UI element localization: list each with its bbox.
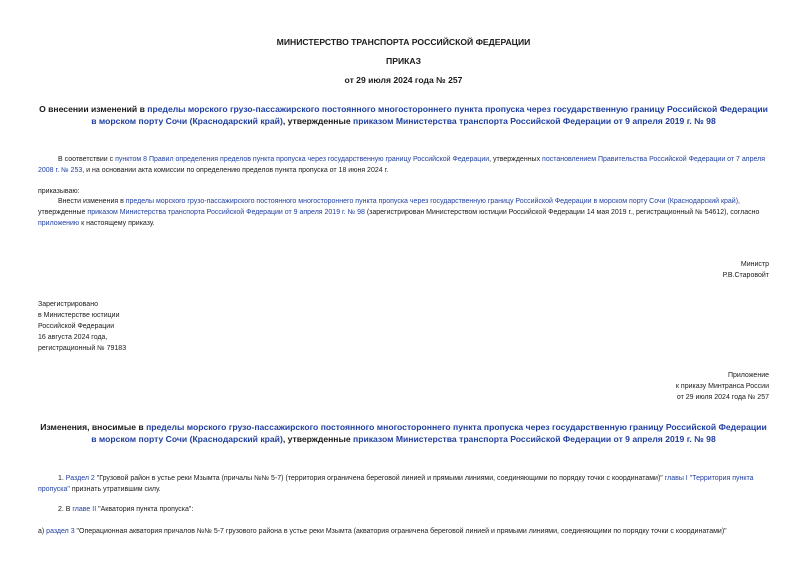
appendix-title-prefix: Изменения, вносимые в <box>40 422 147 432</box>
order-text-3: (зарегистрирован Министерством юстиции Российской Федерации 14 мая 2019 г., регистрационный № 54612), согласно <box>364 209 760 216</box>
appendix-title-link-limits[interactable]: пределы морского грузо-пассажирского постоянного многостороннего пункта пропуска через государственную границу Российской Федерации в морском порту Сочи (Краснодарский край) <box>91 422 767 444</box>
preamble-link-resolution[interactable]: постановлением Правительства Российской Федерации от 7 апреля 2008 г. № 253 <box>38 156 766 174</box>
doc-date-number: от 29 июля 2024 года № 257 <box>344 75 463 85</box>
registration-line: регистрационный № 79183 <box>38 345 127 352</box>
order-link-appendix[interactable]: приложению <box>38 220 80 227</box>
appendix-note-line: от 29 июля 2024 года № 257 <box>676 394 769 401</box>
registration-line: 16 августа 2024 года, <box>38 334 108 341</box>
order-text-4: к настоящему приказу. <box>79 220 155 227</box>
document-title <box>38 103 769 127</box>
order-word: приказываю: <box>38 188 80 195</box>
item-1-link-section[interactable]: Раздел 2 <box>65 475 95 482</box>
item-2-paragraph <box>38 504 769 515</box>
item-1-link-chapter[interactable]: главы I "Территория пункта пропуска" <box>38 475 754 493</box>
appendix-note <box>469 370 769 403</box>
item-2a-link-section[interactable]: раздел 3 <box>46 528 75 535</box>
ministry-heading: МИНИСТЕРСТВО ТРАНСПОРТА РОССИЙСКОЙ ФЕДЕРАЦИИ <box>276 37 531 47</box>
registration-line: в Министерстве юстиции <box>38 312 120 319</box>
appendix-note-line: к приказу Минтранса России <box>675 383 769 390</box>
item-2-text-2: "Акватория пункта пропуска": <box>96 506 194 513</box>
registration-block <box>38 299 338 354</box>
appendix-title <box>38 421 769 445</box>
item-2-text-1: 2. В <box>58 506 73 513</box>
appendix-note-line: Приложение <box>727 372 769 379</box>
doc-type-heading: ПРИКАЗ <box>386 56 421 66</box>
signature-name: Р.В.Старовойт <box>722 272 769 279</box>
signature-role: Министр <box>740 261 769 268</box>
signature-block <box>469 259 769 281</box>
title-prefix: О внесении изменений в <box>39 104 148 114</box>
appendix-title-link-order[interactable]: приказом Министерства транспорта Российской Федерации от 9 апреля 2019 г. № 98 <box>353 434 716 444</box>
item-2a-text-2: "Операционная акватория причалов №№ 5-7 грузового района в устье реки Мзымта (акватория ограничена береговой линией и прямыми линиями, соединяющими по порядку точки с координатами)" <box>74 528 727 535</box>
item-1-text-2: "Грузовой район в устье реки Мзымта (причалы №№ 5-7) (территория ограничена береговой линией и прямыми линиями, соединяющими по порядку точки с координатами)" <box>94 475 665 482</box>
order-paragraph <box>38 196 769 229</box>
title-mid: , утвержденные <box>282 116 353 126</box>
order-text-1: Внести изменения в <box>58 198 126 205</box>
order-text-2: , утвержденные <box>38 198 740 216</box>
item-1-text-3: признать утратившим силу. <box>69 486 161 493</box>
item-2a-paragraph <box>38 526 769 537</box>
order-link-limits[interactable]: пределы морского грузо-пассажирского постоянного многостороннего пункта пропуска через государственную границу Российской Федерации в морском порту Сочи (Краснодарский край) <box>125 198 739 205</box>
item-2-link-chapter[interactable]: главе II <box>72 506 97 513</box>
item-1-text-1: 1. <box>58 475 66 482</box>
preamble-text-1: В соответствии с <box>58 156 116 163</box>
order-link-order[interactable]: приказом Министерства транспорта Российской Федерации от 9 апреля 2019 г. № 98 <box>87 209 365 216</box>
preamble-link-rules[interactable]: пунктом 8 Правил определения пределов пункта пропуска через государственную границу Российской Федерации <box>115 156 490 163</box>
preamble-text-2: , утвержденных <box>489 156 543 163</box>
title-link-order[interactable]: приказом Министерства транспорта Российской Федерации от 9 апреля 2019 г. № 98 <box>353 116 716 126</box>
title-link-limits[interactable]: пределы морского грузо-пассажирского постоянного многостороннего пункта пропуска через государственную границу Российской Федерации в морском порту Сочи (Краснодарский край) <box>91 104 768 126</box>
item-2a-text-1: а) <box>38 528 47 535</box>
registration-line: Российской Федерации <box>38 323 115 330</box>
appendix-title-mid: , утвержденные <box>282 434 353 444</box>
preamble-text-3: , и на основании акта комиссии по определению пределов пункта пропуска от 18 июня 2024 г. <box>82 167 389 174</box>
item-1-paragraph <box>38 473 769 495</box>
registration-line: Зарегистрировано <box>38 301 98 308</box>
preamble-paragraph <box>38 154 769 176</box>
